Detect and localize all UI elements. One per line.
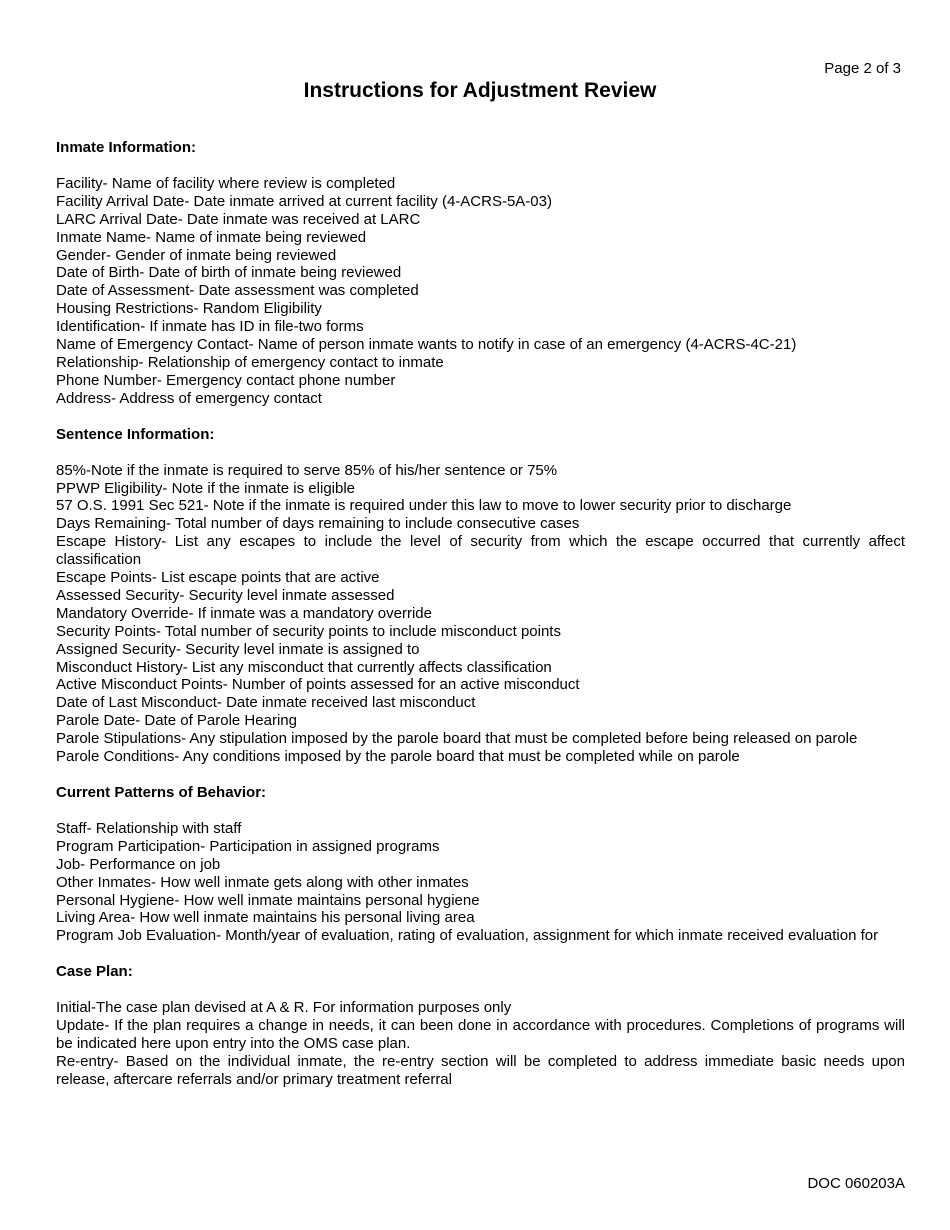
section-lines xyxy=(56,999,905,1089)
section-lines xyxy=(56,462,905,766)
definition-line: Facility Arrival Date- Date inmate arrived at current facility (4-ACRS-5A-03) xyxy=(56,192,552,210)
definition-line: Date of Birth- Date of birth of inmate being reviewed xyxy=(56,264,402,282)
definition-line: Misconduct History- List any misconduct that currently affects classification xyxy=(56,658,552,676)
definition-line: Living Area- How well inmate maintains his personal living area xyxy=(56,909,475,927)
definition-line: Days Remaining- Total number of days remaining to include consecutive cases xyxy=(56,515,580,533)
definition-line: Name of Emergency Contact- Name of person inmate wants to notify in case of an emergency (4-ACRS-4C-21) xyxy=(56,336,797,354)
section-sentence-information xyxy=(56,426,905,766)
definition-line: Escape History- List any escapes to include the level of security from which the escape occurred that currently affect classification xyxy=(56,533,905,569)
definition-line: Housing Restrictions- Random Eligibility xyxy=(56,300,322,318)
definition-line: Identification- If inmate has ID in file-two forms xyxy=(56,318,364,336)
document-code: DOC 060203A xyxy=(807,1175,905,1192)
section-inmate-information xyxy=(56,139,905,408)
definition-line: Program Participation- Participation in assigned programs xyxy=(56,837,440,855)
definition-line: Program Job Evaluation- Month/year of evaluation, rating of evaluation, assignment for which inmate received evaluation for xyxy=(56,927,879,945)
document-body xyxy=(56,139,905,1107)
definition-line: Assigned Security- Security level inmate is assigned to xyxy=(56,640,420,658)
definition-line: Phone Number- Emergency contact phone number xyxy=(56,371,396,389)
definition-line: Security Points- Total number of security points to include misconduct points xyxy=(56,622,561,640)
section-case-plan xyxy=(56,963,905,1088)
definition-line: Initial-The case plan devised at A & R. For information purposes only xyxy=(56,999,512,1017)
definition-line: Date of Assessment- Date assessment was completed xyxy=(56,282,419,300)
section-lines xyxy=(56,175,905,408)
definition-line: Gender- Gender of inmate being reviewed xyxy=(56,246,337,264)
definition-line: Staff- Relationship with staff xyxy=(56,819,242,837)
page-number: Page 2 of 3 xyxy=(824,60,901,77)
definition-line: Personal Hygiene- How well inmate maintains personal hygiene xyxy=(56,891,480,909)
definition-line: Facility- Name of facility where review is completed xyxy=(56,174,396,192)
section-heading: Inmate Information: xyxy=(56,139,197,156)
definition-line: Update- If the plan requires a change in needs, it can been done in accordance with procedures. Completions of programs will be indicated here upon entry into the OMS case plan. xyxy=(56,1017,905,1052)
definition-line: Escape Points- List escape points that are active xyxy=(56,569,380,587)
page-title: Instructions for Adjustment Review xyxy=(303,79,657,102)
definition-line: LARC Arrival Date- Date inmate was received at LARC xyxy=(56,210,421,228)
definition-line: Mandatory Override- If inmate was a mandatory override xyxy=(56,604,432,622)
definition-line: Address- Address of emergency contact xyxy=(56,389,322,407)
section-heading: Sentence Information: xyxy=(56,425,215,443)
definition-line: Relationship- Relationship of emergency contact to inmate xyxy=(56,353,444,371)
definition-line: Job- Performance on job xyxy=(56,855,221,873)
definition-line: 57 O.S. 1991 Sec 521- Note if the inmate is required under this law to move to lower security prior to discharge xyxy=(56,497,792,515)
section-lines xyxy=(56,820,905,945)
definition-line: Parole Date- Date of Parole Hearing xyxy=(56,712,297,730)
definition-line: Other Inmates- How well inmate gets along with other inmates xyxy=(56,873,469,891)
section-current-patterns-of-behavior xyxy=(56,784,905,945)
definition-line: Parole Conditions- Any conditions imposed by the parole board that must be completed while on parole xyxy=(56,748,740,766)
definition-line: 85%-Note if the inmate is required to serve 85% of his/her sentence or 75% xyxy=(56,461,558,479)
definition-line: Inmate Name- Name of inmate being reviewed xyxy=(56,228,367,246)
section-heading: Case Plan: xyxy=(56,963,133,981)
definition-line: Parole Stipulations- Any stipulation imposed by the parole board that must be completed before being released on parole xyxy=(56,730,858,748)
section-heading: Current Patterns of Behavior: xyxy=(56,784,267,801)
definition-line: Date of Last Misconduct- Date inmate received last misconduct xyxy=(56,694,476,712)
definition-line: Assessed Security- Security level inmate assessed xyxy=(56,586,395,604)
definition-line: Re-entry- Based on the individual inmate, the re-entry section will be completed to address immediate basic needs upon release, aftercare referrals and/or primary treatment referral xyxy=(56,1052,905,1088)
definition-line: PPWP Eligibility- Note if the inmate is eligible xyxy=(56,479,356,497)
definition-line: Active Misconduct Points- Number of points assessed for an active misconduct xyxy=(56,676,580,694)
